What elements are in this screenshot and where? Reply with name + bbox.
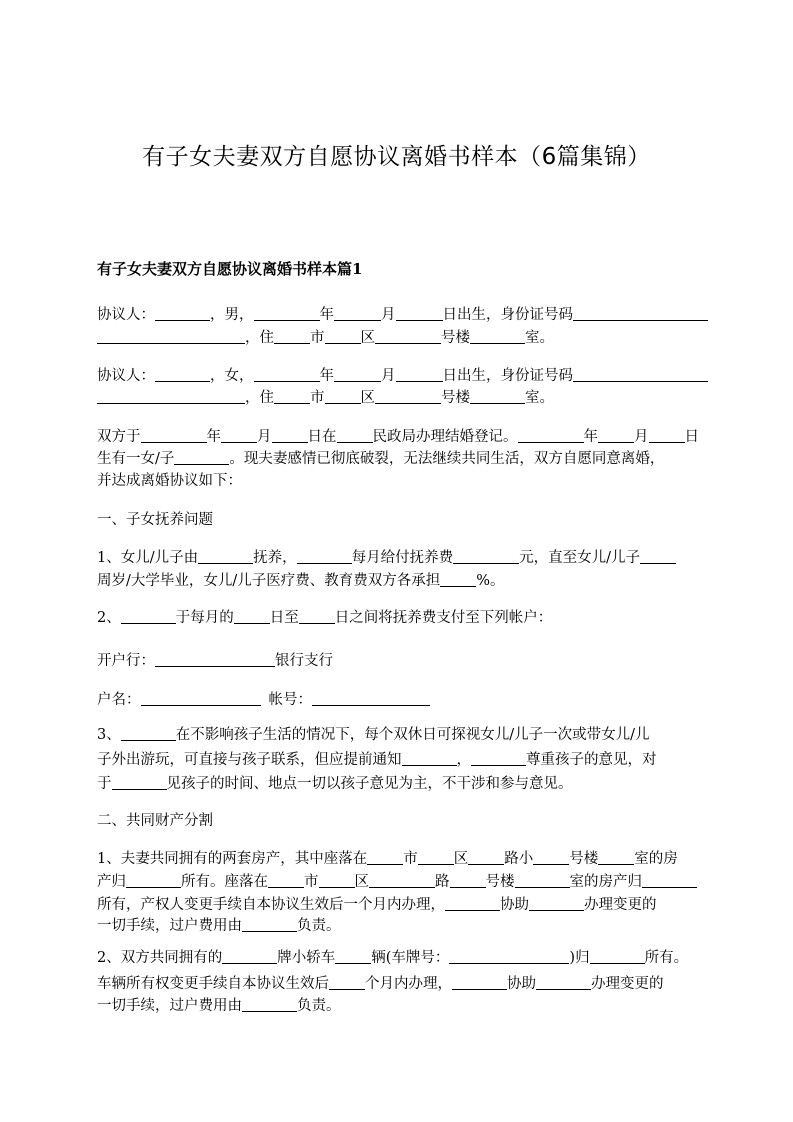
payer-blank bbox=[121, 608, 176, 624]
name-blank bbox=[155, 305, 210, 321]
account-number-blank bbox=[312, 690, 430, 706]
id-blank-cont bbox=[97, 388, 245, 404]
room-blank bbox=[598, 849, 634, 865]
day-blank bbox=[396, 366, 443, 382]
months-blank bbox=[329, 974, 365, 990]
respect-blank bbox=[471, 750, 526, 766]
id-blank-cont bbox=[97, 328, 245, 344]
owner-blank bbox=[126, 872, 181, 888]
party2-line1: 协议人： ，女， 年 月 日出生，身份证号码 bbox=[97, 364, 708, 385]
prop1-line4: 一切手续，过户费用由 负责。 bbox=[97, 918, 341, 934]
year-blank bbox=[254, 305, 320, 321]
bank-line: 开户行： 银行支行 bbox=[97, 653, 333, 669]
day-blank bbox=[649, 427, 685, 443]
district-blank bbox=[319, 872, 355, 888]
month-blank bbox=[334, 366, 381, 382]
amount-blank bbox=[453, 548, 519, 564]
account-name-blank bbox=[141, 690, 261, 706]
city-blank bbox=[268, 872, 304, 888]
child-blank bbox=[174, 449, 229, 465]
room-blank bbox=[470, 388, 525, 404]
item2-line: 2、 于每月的 日至 日之间将抚养费支付至下列帐户： bbox=[97, 610, 553, 626]
city-blank bbox=[367, 849, 403, 865]
transfer-blank bbox=[536, 974, 591, 990]
party2-line2: ，住 市 区 号楼 室。 bbox=[97, 386, 554, 407]
party1-line2: ，住 市 区 号楼 室。 bbox=[97, 326, 554, 347]
payer-blank bbox=[297, 548, 352, 564]
guardian-blank bbox=[198, 548, 253, 564]
percent-blank bbox=[440, 571, 476, 587]
age-blank bbox=[640, 548, 676, 564]
item3-line3: 于 见孩子的时间、地点一切以孩子意见为主，不干涉和参与意见。 bbox=[97, 776, 573, 792]
transfer-blank bbox=[529, 895, 584, 911]
year-blank bbox=[254, 366, 320, 382]
brand-blank bbox=[222, 948, 277, 964]
city-blank bbox=[274, 388, 310, 404]
marriage-line1: 双方于 年 月 日在 民政局办理结婚登记。 年 月 日 bbox=[97, 429, 699, 445]
prop2-line2: 车辆所有权变更手续自本协议生效后 个月内办理， 协助 办理变更的 bbox=[97, 976, 664, 992]
building-blank bbox=[450, 872, 486, 888]
district-blank bbox=[325, 388, 361, 404]
district-blank bbox=[418, 849, 454, 865]
plate-blank bbox=[449, 948, 569, 964]
room-blank bbox=[470, 328, 525, 344]
assist-blank bbox=[452, 974, 507, 990]
fee-blank bbox=[242, 916, 297, 932]
account-line: 户名： 帐号： bbox=[97, 688, 430, 709]
section-heading: 有子女夫妻双方自愿协议离婚书样本篇1 bbox=[97, 260, 363, 278]
marriage-line2: 生有一女/子 。现夫妻感情已彻底破裂，无法继续共同生活，双方自愿同意离婚， bbox=[97, 451, 665, 467]
count-blank bbox=[335, 948, 371, 964]
prop1-line2: 产归 所有。座落在 市 区 路 号楼 室的房产归 bbox=[97, 870, 697, 891]
owner-blank bbox=[642, 872, 697, 888]
month-blank bbox=[334, 305, 381, 321]
item3-line2: 子外出游玩，可直接与孩子联系，但应提前通知 ， 尊重孩子的意见，对 bbox=[97, 752, 657, 768]
marriage-line3: 并达成离婚协议如下： bbox=[97, 473, 242, 489]
bureau-blank bbox=[337, 427, 373, 443]
name-blank bbox=[155, 366, 210, 382]
prop2-line3: 一切手续，过户费用由 负责。 bbox=[97, 998, 341, 1014]
day-blank bbox=[396, 305, 443, 321]
building-blank bbox=[533, 849, 569, 865]
document-title: 有子女夫妻双方自愿协议离婚书样本（6篇集锦） bbox=[142, 144, 651, 170]
section-property: 二、共同财产分割 bbox=[97, 813, 213, 829]
start-day-blank bbox=[234, 608, 270, 624]
item1-line2: 周岁/大学毕业，女儿/儿子医疗费、教育费双方各承担 %。 bbox=[97, 573, 505, 589]
id-blank bbox=[573, 305, 708, 321]
road-blank bbox=[468, 849, 504, 865]
notify-blank bbox=[402, 750, 457, 766]
visitor-blank bbox=[121, 725, 176, 741]
prop2-line1: 2、双方共同拥有的 牌小轿车 辆(车牌号： )归 所有。 bbox=[97, 950, 689, 966]
fee-blank bbox=[242, 996, 297, 1012]
building-blank bbox=[375, 328, 441, 344]
section-child-support: 一、子女抚养问题 bbox=[97, 512, 213, 528]
end-day-blank bbox=[299, 608, 335, 624]
district-blank bbox=[325, 328, 361, 344]
bank-blank bbox=[155, 651, 275, 667]
month-blank bbox=[221, 427, 257, 443]
city-blank bbox=[274, 328, 310, 344]
month-blank bbox=[598, 427, 634, 443]
room-blank bbox=[515, 872, 570, 888]
assist-blank bbox=[445, 895, 500, 911]
owner-blank bbox=[590, 948, 645, 964]
day-blank bbox=[272, 427, 308, 443]
id-blank bbox=[573, 366, 708, 382]
item3-line1: 3、 在不影响孩子生活的情况下，每个双休日可探视女儿/儿子一次或带女儿/儿 bbox=[97, 727, 650, 743]
year-blank bbox=[141, 427, 207, 443]
building-blank bbox=[375, 388, 441, 404]
year-blank bbox=[518, 427, 584, 443]
item1-line1: 1、女儿/儿子由 抚养， 每月给付抚养费 元，直至女儿/儿子 bbox=[97, 546, 676, 567]
visitor-blank bbox=[112, 774, 167, 790]
party1-line1: 协议人： ，男， 年 月 日出生，身份证号码 bbox=[97, 303, 708, 324]
prop1-line1: 1、夫妻共同拥有的两套房产，其中座落在 市 区 路小 号楼 室的房 bbox=[97, 851, 678, 867]
road-blank bbox=[369, 872, 435, 888]
prop1-line3: 所有，产权人变更手续自本协议生效后一个月内办理， 协助 办理变更的 bbox=[97, 897, 657, 913]
